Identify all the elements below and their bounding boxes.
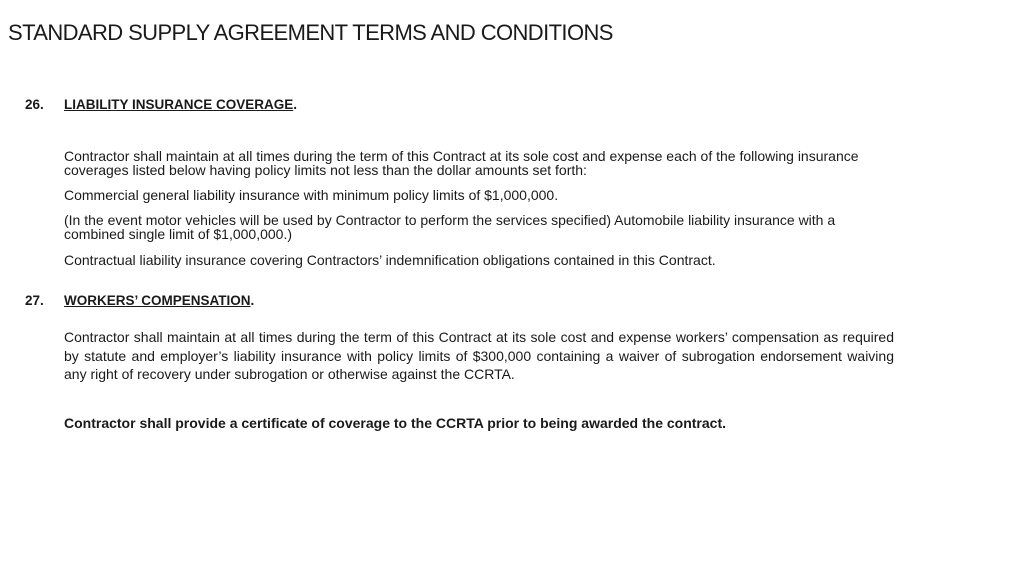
section-number: 27. — [25, 293, 44, 308]
section-title-suffix: . — [250, 293, 255, 308]
paragraph-insurance-requirements: Contractor shall maintain at all times during the term of this Contract at its sole cost and expense each of the following insurance coverages listed below having policy limits not less than the dollar amounts set forth: — [64, 148, 859, 178]
section-number: 26. — [25, 97, 44, 112]
page-title: STANDARD SUPPLY AGREEMENT TERMS AND CONDITIONS — [8, 20, 613, 45]
paragraph-contractual-liability: Contractual liability insurance covering Contractors’ indemnification obligations contained in this Contract. — [64, 252, 716, 268]
section-heading-liability-insurance — [25, 97, 895, 115]
paragraph-automobile-liability: (In the event motor vehicles will be used by Contractor to perform the services specified) Automobile liability insurance with a combined single limit of $1,000,000.) — [64, 212, 836, 242]
paragraph-workers-compensation: Contractor shall maintain at all times during the term of this Contract at its sole cost and expense workers’ compensation as required by statute and employer’s liability insurance with policy limits of $300,000 containing a waiver of subrogation endorsement waiving any right of recovery under subrogation or otherwise against the CCRTA. — [64, 329, 894, 382]
section-title-suffix: . — [293, 97, 298, 112]
paragraph-general-liability: Commercial general liability insurance with minimum policy limits of $1,000,000. — [64, 187, 559, 203]
section-heading-workers-compensation — [25, 293, 895, 311]
section-title: WORKERS’ COMPENSATION — [64, 293, 251, 308]
section-title: LIABILITY INSURANCE COVERAGE — [64, 97, 294, 112]
certificate-notice: Contractor shall provide a certificate of coverage to the CCRTA prior to being awarded the contract. — [64, 415, 727, 431]
